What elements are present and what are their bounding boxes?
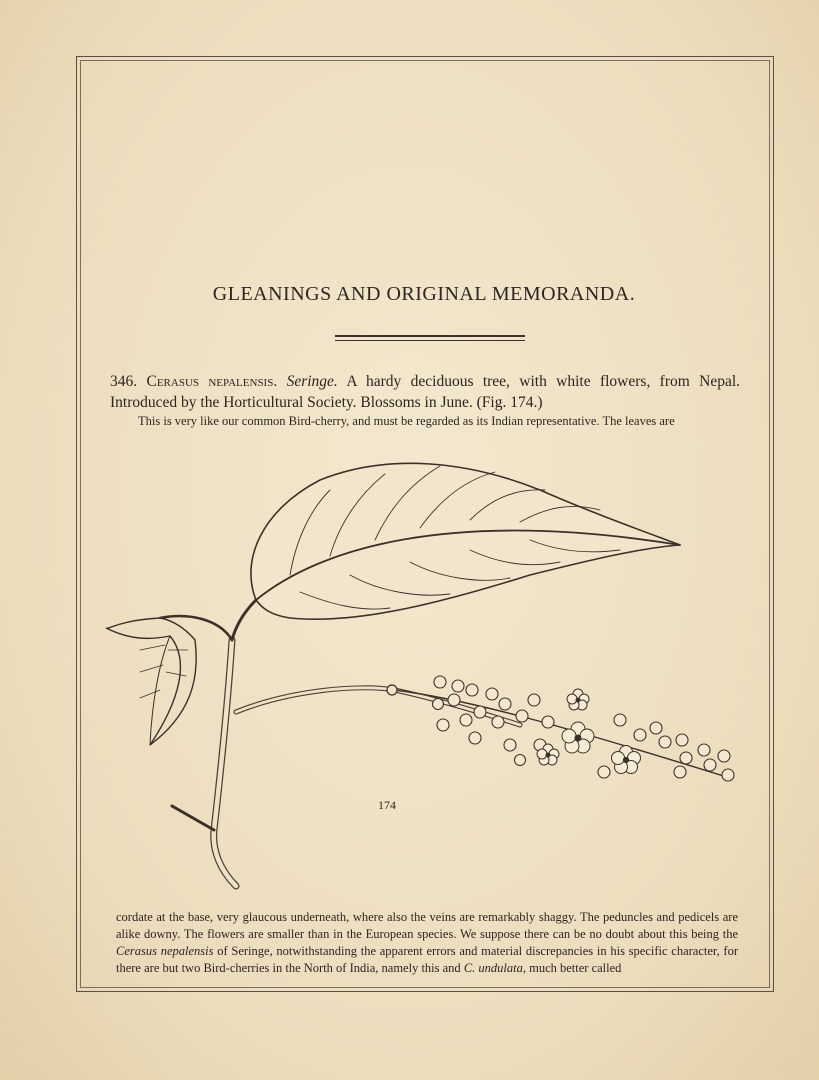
text-part-1: cordate at the base, very glaucous underneath, where also the veins are remarkably shaggy. The peduncles and pedicels are alike downy. The flowers are smaller than in the European species. We suppose there can be no doubt about this being the xyxy=(116,910,738,941)
entry-author: Seringe. xyxy=(286,373,338,390)
text-part-2: of Seringe, notwithstanding the apparent errors and material discrepancies in his specific character, for there are but two Bird-cherries in the North of India, namely this and xyxy=(116,944,739,975)
text-italic-2: C. undulata, xyxy=(463,961,526,975)
entry-description: A hardy deciduous tree, with white flowers, from Nepal. Introduced by the Horticultural Society. Blossoms in June. (Fig. 174.) xyxy=(110,373,741,411)
figure-number: 174 xyxy=(378,798,396,812)
entry-number: 346. xyxy=(110,373,138,390)
text-italic-1: Cerasus nepalensis xyxy=(116,944,214,958)
text-part-3: much better called xyxy=(525,961,622,975)
continued-paragraph xyxy=(116,909,738,977)
entry-genus: Cerasus nepalensis. xyxy=(146,373,278,390)
body-text-line: This is very like our common Bird-cherry, and must be regarded as its Indian representative. The leaves are xyxy=(138,414,675,428)
page-title: GLEANINGS AND ORIGINAL MEMORANDA. xyxy=(212,283,636,305)
